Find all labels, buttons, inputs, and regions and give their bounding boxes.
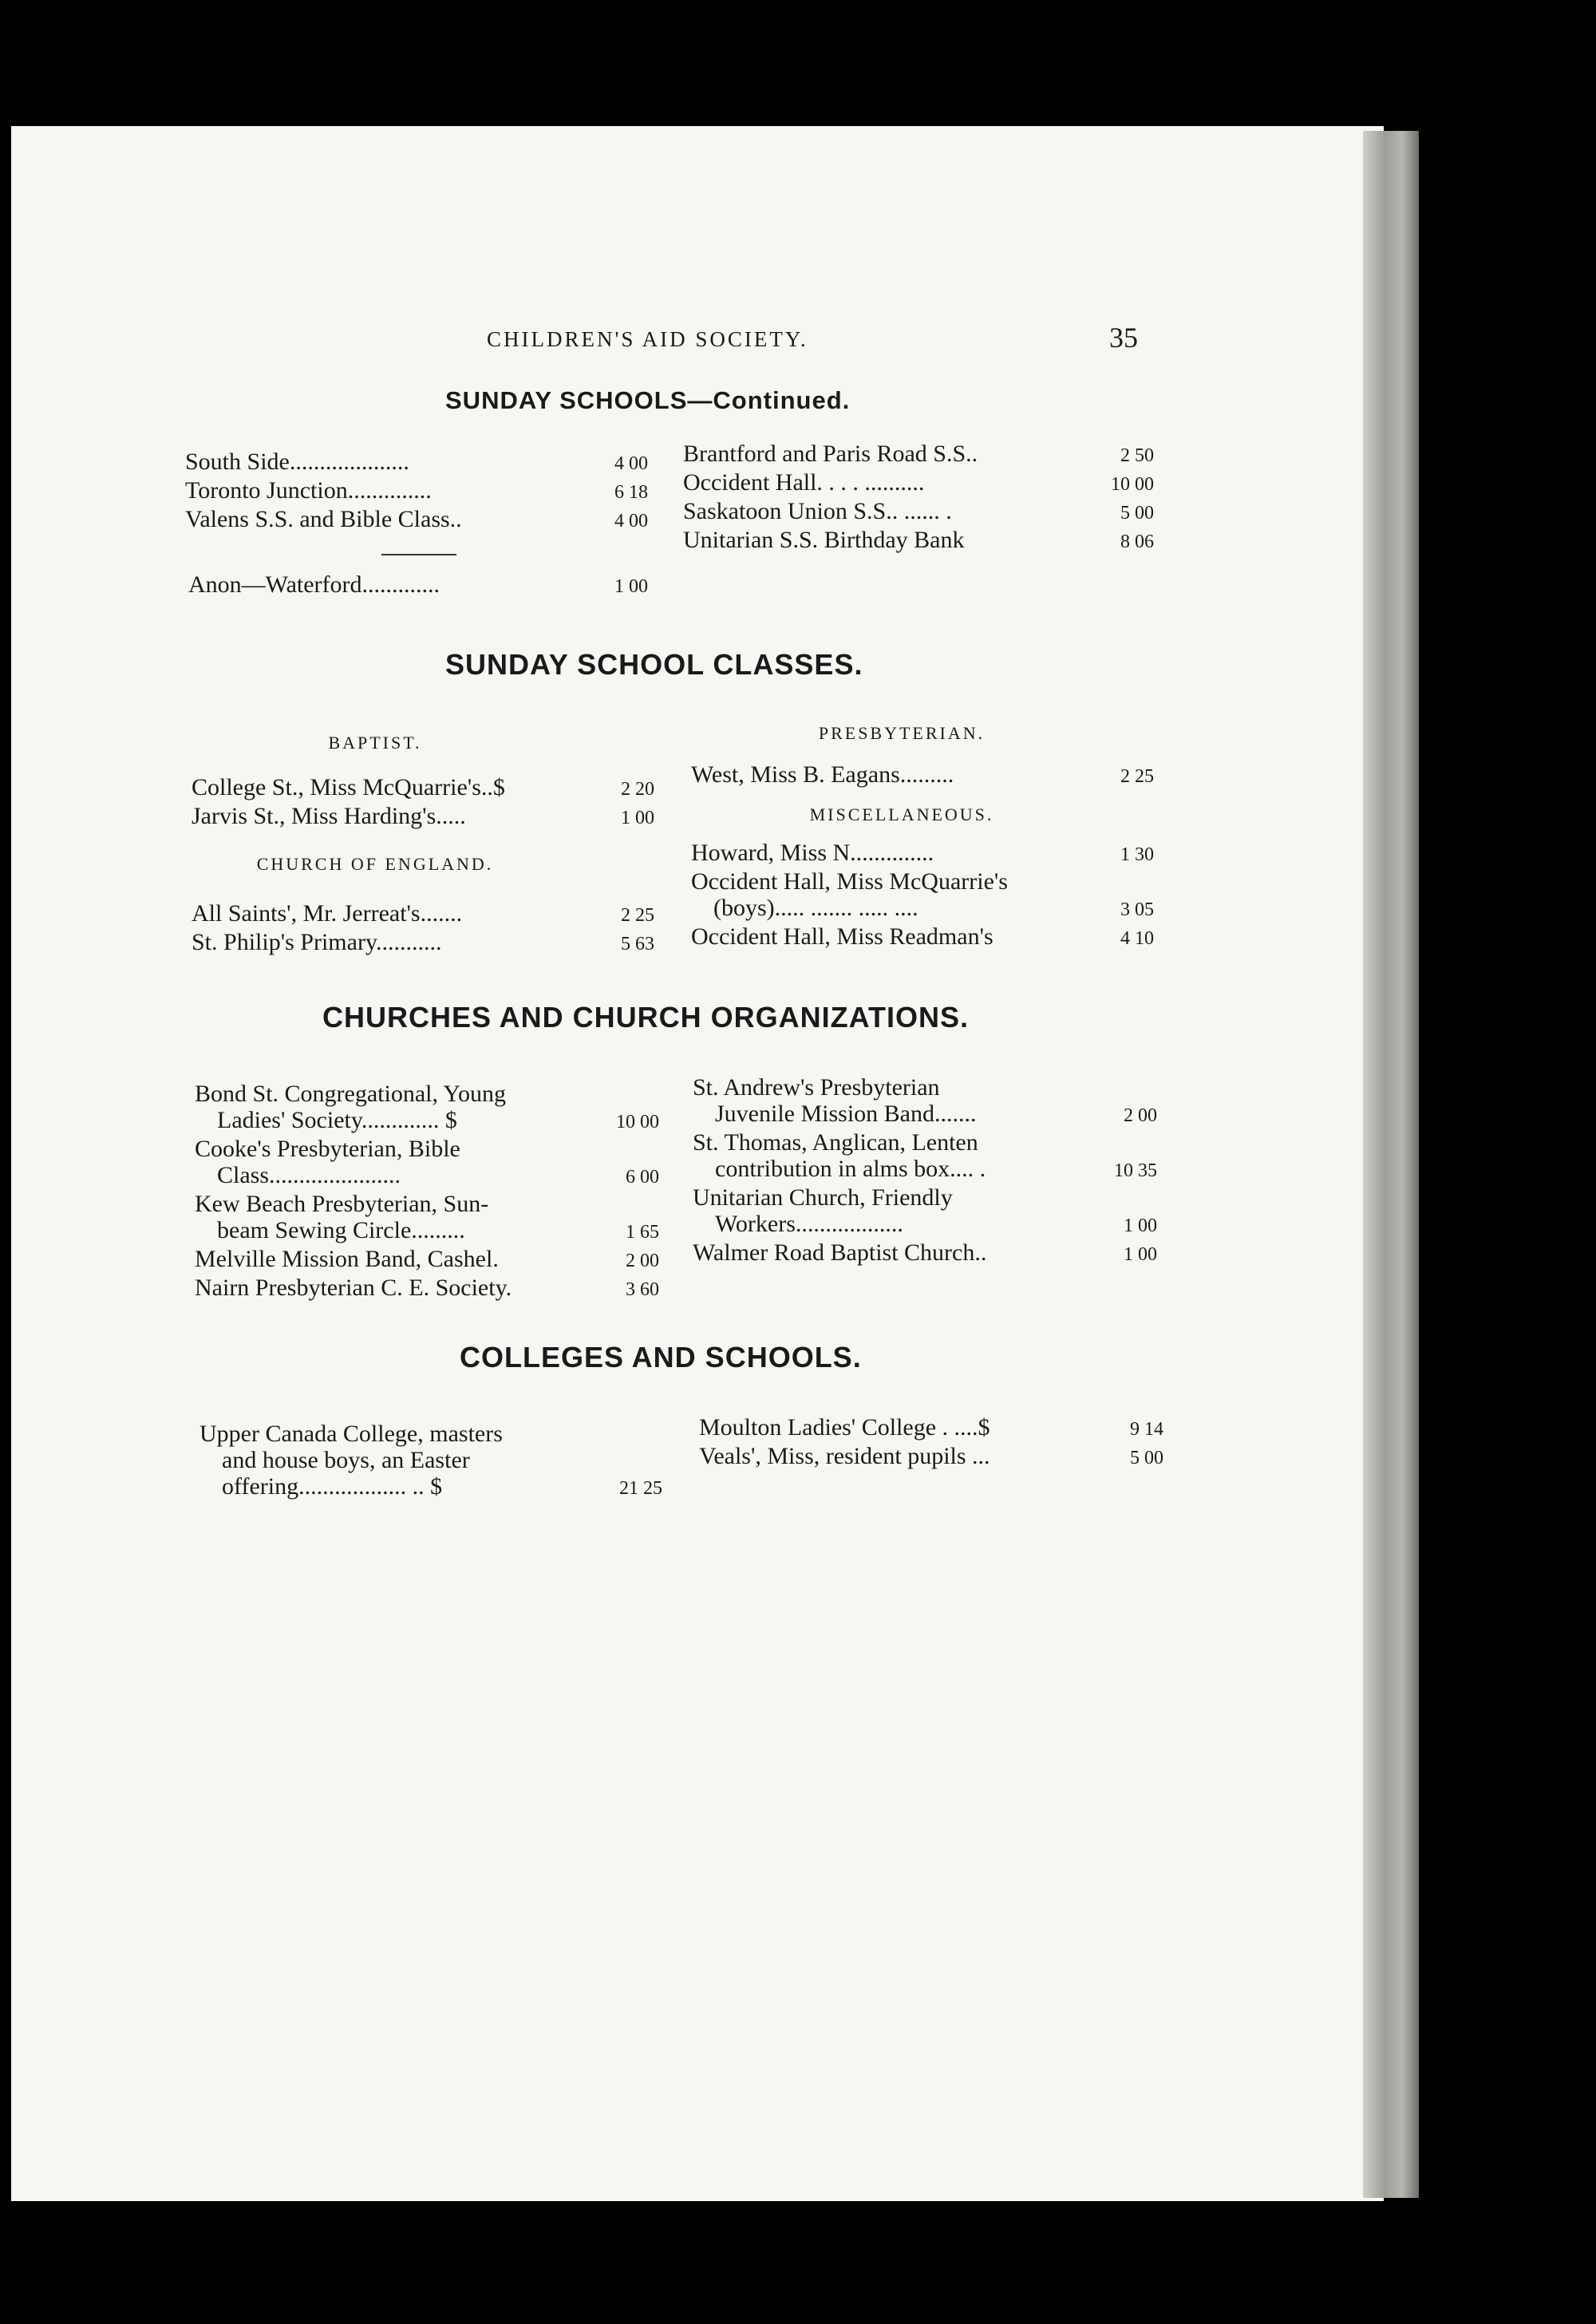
entry-name: Walmer Road Baptist Church.. — [693, 1239, 987, 1266]
entry-name: Unitarian S.S. Birthday Bank — [683, 527, 965, 553]
entry-amount: 10 00 — [616, 1112, 659, 1132]
subheading-presbyterian: PRESBYTERIAN. — [818, 723, 986, 743]
section-title-colleges: COLLEGES AND SCHOOLS. — [460, 1341, 862, 1373]
list-item — [683, 498, 1154, 527]
section-title-churches: CHURCHES AND CHURCH ORGANIZATIONS. — [322, 1001, 969, 1034]
entry-name: (boys)..... ....... ..... .... — [713, 895, 918, 921]
list-item — [693, 1239, 1157, 1268]
churches-left — [195, 1081, 659, 1303]
entry-amount: 2 25 — [1120, 766, 1154, 787]
divider-rule — [381, 554, 456, 555]
list-item — [683, 527, 1154, 555]
entry-name: Occident Hall, Miss McQuarrie's — [691, 868, 1008, 895]
entry-name: Ladies' Society............. $ — [217, 1107, 457, 1133]
page-number: 35 — [1109, 322, 1138, 354]
list-item — [185, 477, 648, 506]
list-item — [693, 1074, 1157, 1101]
entry-name: Toronto Junction.............. — [185, 477, 432, 504]
entry-amount: 1 00 — [1124, 1215, 1157, 1236]
entry-amount: 1 65 — [626, 1222, 659, 1243]
entry-name: Nairn Presbyterian C. E. Society. — [195, 1275, 512, 1301]
entry-name: Occident Hall, Miss Readman's — [691, 923, 994, 950]
list-item — [693, 1101, 1157, 1129]
entry-amount: 2 25 — [621, 905, 654, 926]
list-item — [192, 929, 654, 958]
list-item — [200, 1473, 662, 1502]
list-item — [691, 895, 1154, 923]
entry-amount: 4 00 — [614, 511, 648, 532]
list-item — [195, 1217, 659, 1246]
entry-name: West, Miss B. Eagans......... — [691, 761, 954, 788]
entry-amount: 1 00 — [621, 808, 654, 828]
entry-amount: 9 14 — [1130, 1419, 1163, 1440]
entry-name: Juvenile Mission Band....... — [715, 1101, 977, 1127]
list-item — [683, 441, 1154, 469]
entry-name: Valens S.S. and Bible Class.. — [185, 506, 462, 532]
entry-name: Moulton Ladies' College . ....$ — [699, 1414, 990, 1441]
list-item — [195, 1081, 659, 1107]
list-item — [195, 1162, 659, 1191]
entry-amount: 5 00 — [1130, 1448, 1163, 1468]
list-item — [195, 1275, 659, 1303]
england-list — [192, 900, 654, 958]
anon-entry — [188, 571, 648, 600]
list-item — [683, 469, 1154, 498]
entry-name: Howard, Miss N.............. — [691, 840, 934, 866]
entry-name: and house boys, an Easter — [222, 1447, 470, 1473]
entry-amount: 3 05 — [1120, 899, 1154, 920]
list-item — [192, 900, 654, 929]
page-edge — [1363, 131, 1419, 2198]
colleges-right — [699, 1414, 1163, 1472]
list-item — [693, 1184, 1157, 1211]
entry-amount: 2 00 — [1124, 1105, 1157, 1126]
entry-name: St. Philip's Primary........... — [192, 929, 442, 955]
entry-name: Bond St. Congregational, Young — [195, 1081, 507, 1107]
sunday-schools-left — [185, 449, 648, 535]
entry-amount: 5 63 — [621, 934, 654, 955]
subheading-baptist: BAPTIST. — [328, 733, 422, 753]
list-item — [699, 1414, 1163, 1443]
misc-list — [691, 840, 1154, 952]
running-head: CHILDREN'S AID SOCIETY. — [487, 327, 808, 351]
entry-amount: 2 00 — [626, 1251, 659, 1271]
entry-name: Unitarian Church, Friendly — [693, 1184, 953, 1211]
list-item — [693, 1129, 1157, 1156]
entry-name: Workers.................. — [715, 1211, 903, 1237]
list-item — [195, 1136, 659, 1162]
entry-amount: 2 20 — [621, 779, 654, 800]
churches-right — [693, 1074, 1157, 1268]
list-item — [195, 1191, 659, 1217]
list-item — [691, 868, 1154, 895]
entry-name: Cooke's Presbyterian, Bible — [195, 1136, 460, 1162]
list-item — [691, 840, 1154, 868]
entry-amount: 4 00 — [614, 453, 648, 474]
list-item — [691, 761, 1154, 790]
list-item — [192, 803, 654, 832]
entry-name: Upper Canada College, masters — [200, 1421, 503, 1447]
entry-name: St. Andrew's Presbyterian — [693, 1074, 940, 1101]
sunday-schools-right — [683, 441, 1154, 555]
colleges-left — [200, 1421, 662, 1502]
list-item — [192, 774, 654, 803]
entry-amount: 6 18 — [614, 482, 648, 503]
entry-name: All Saints', Mr. Jerreat's....... — [192, 900, 463, 927]
entry-name: Kew Beach Presbyterian, Sun- — [195, 1191, 489, 1217]
subheading-church-of-england: CHURCH OF ENGLAND. — [256, 854, 494, 874]
entry-name: Occident Hall. . . . .......... — [683, 469, 925, 496]
entry-amount: 8 06 — [1120, 532, 1154, 552]
entry-name: Class...................... — [217, 1162, 401, 1188]
list-item — [200, 1447, 662, 1473]
list-item — [185, 449, 648, 477]
list-item — [693, 1211, 1157, 1239]
entry-name: St. Thomas, Anglican, Lenten — [693, 1129, 978, 1156]
entry-amount: 1 30 — [1120, 844, 1154, 865]
list-item — [195, 1107, 659, 1136]
list-item — [691, 923, 1154, 952]
entry-amount: 1 00 — [1124, 1244, 1157, 1265]
entry-amount: 2 50 — [1120, 445, 1154, 466]
list-item — [195, 1246, 659, 1275]
entry-name: offering.................. .. $ — [222, 1473, 443, 1500]
entry-name: Veals', Miss, resident pupils ... — [699, 1443, 990, 1469]
list-item — [185, 506, 648, 535]
presbyterian-list — [691, 761, 1154, 790]
entry-amount: 4 10 — [1120, 928, 1154, 949]
entry-amount: 10 35 — [1114, 1160, 1157, 1181]
entry-name: Saskatoon Union S.S.. ...... . — [683, 498, 952, 524]
baptist-list — [192, 774, 654, 832]
entry-name: South Side.................... — [185, 449, 409, 475]
subheading-miscellaneous: MISCELLANEOUS. — [809, 804, 994, 824]
entry-amount: 5 00 — [1120, 503, 1154, 524]
entry-name: contribution in alms box.... . — [715, 1156, 986, 1182]
entry-name: Melville Mission Band, Cashel. — [195, 1246, 499, 1272]
entry-amount: 6 00 — [626, 1167, 659, 1188]
list-item — [693, 1156, 1157, 1184]
entry-name: College St., Miss McQuarrie's..$ — [192, 774, 505, 800]
entry-name: beam Sewing Circle......... — [217, 1217, 465, 1243]
entry-name: Jarvis St., Miss Harding's..... — [192, 803, 466, 829]
section-title-sunday-schools: SUNDAY SCHOOLS—Continued. — [445, 386, 851, 414]
entry-amount: 10 00 — [1111, 474, 1154, 495]
entry-amount: 3 60 — [626, 1279, 659, 1300]
entry-amount: 21 25 — [619, 1478, 662, 1499]
list-item: Anon—Waterford............. 1 00 — [188, 571, 648, 598]
list-item — [200, 1421, 662, 1447]
list-item — [699, 1443, 1163, 1472]
entry-name: Brantford and Paris Road S.S.. — [683, 441, 978, 467]
section-title-classes: SUNDAY SCHOOL CLASSES. — [445, 648, 863, 681]
